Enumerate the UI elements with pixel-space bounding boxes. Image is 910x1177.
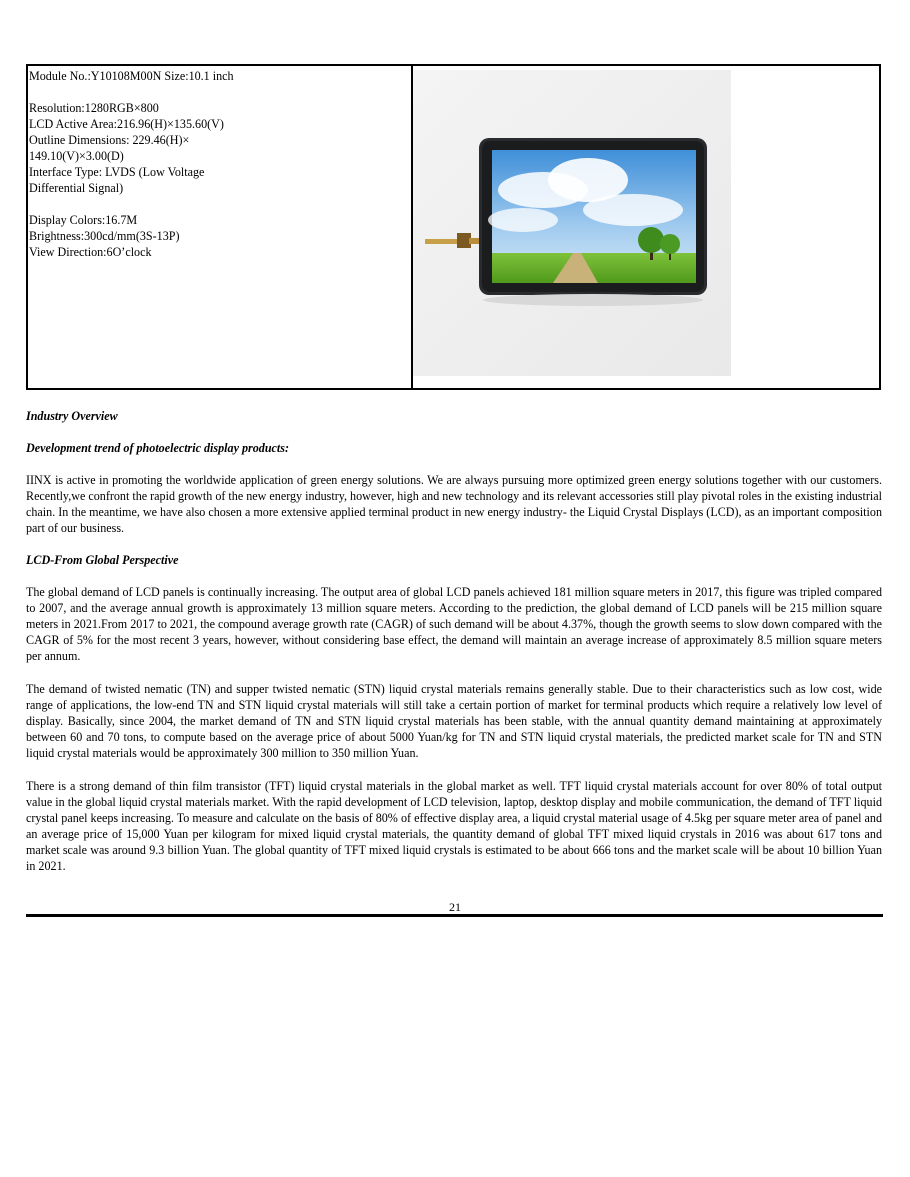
- spec-text-cell: [28, 66, 413, 388]
- spec-outline-1: Outline Dimensions: 229.46(H)×: [29, 133, 190, 147]
- heading-industry-overview: Industry Overview: [26, 409, 118, 423]
- paragraph-tft: There is a strong demand of thin film transistor (TFT) liquid crystal materials in the global market as well. TFT liquid crystal materials account for over 80% of total output value in the global liquid crystal materials market. With the rapid development of LCD television, laptop, desktop display and mobile communication, the demand of TFT liquid crystal panel keeps increasing. To measure and calculate on the basis of 80% of effective display area, a liquid crystal material usage of 4.5kg per square meter area of panel and an average price of 15,000 Yuan per kilogram for mixed liquid crystal materials, the quantity demand of global TFT mixed liquid crystals in 2016 was about 617 tons and market scale was around 9.3 billion Yuan. The global quantity of TFT mixed liquid crystals is estimated to be about 666 tons and the market scale will be about 10 billion Yuan in 2021.: [26, 779, 882, 873]
- spec-active-area: LCD Active Area:216.96(H)×135.60(V): [29, 117, 224, 131]
- paragraph-lcd-demand: The global demand of LCD panels is continually increasing. The output area of global LCD panels achieved 181 million square meters in 2017, this figure was tripled compared to 2007, and the average annual growth is approximately 13 million square meters. According to the prediction, the global demand of LCD panels will be 215 million square meters in 2021.From 2017 to 2021, the compound average growth rate (CAGR) of such demand will be about 4.37%, though the growth seems to slow down compared with the CAGR of 5% for the most recent 3 years, however, without considering base effect, the demand will maintain an average increase of approximately 8.5 million square meters per annum.: [26, 585, 882, 663]
- spec-view-direction: View Direction:6O’clock: [29, 245, 152, 259]
- spec-outline-2: 149.10(V)×3.00(D): [29, 149, 124, 163]
- page-number: 21: [449, 900, 461, 914]
- lcd-product-photo: [413, 70, 731, 376]
- spec-image-cell: [413, 66, 879, 388]
- footer-rule: [26, 914, 883, 917]
- spec-table: [26, 64, 881, 390]
- spec-module: Module No.:Y10108M00N Size:10.1 inch: [29, 69, 234, 83]
- spec-colors: Display Colors:16.7M: [29, 213, 138, 227]
- paragraph-tn-stn: The demand of twisted nematic (TN) and supper twisted nematic (STN) liquid crystal materials remains generally stable. Due to their characteristics such as low cost, wide range of applications, the low-end TN and STN liquid crystal materials will still take a certain portion of market for terminal products which require a relatively low level of display. Basically, since 2004, the market demand of TN and STN liquid crystal materials has been stable, with the annual quantity demand maintaining at approximately between 60 and 70 tons, to compute based on the average price of about 5000 Yuan/kg for TN and STN liquid crystal materials, the predicted market scale for TN and STN liquid crystal materials would be approximately 300 million to 350 million Yuan.: [26, 682, 882, 760]
- spec-brightness: Brightness:300cd/mm(3S-13P): [29, 229, 180, 243]
- paragraph-development-trend: IINX is active in promoting the worldwide application of green energy solutions. We are always pursuing more optimized green energy solutions together with our customers. Recently,we confront the rapid growth of the new energy industry, however, high and new technology and its relevant accessories still play pivotal roles in the existing industrial chain. In the meantime, we have also chosen a more extensive applied terminal product in new energy industry- the Liquid Crystal Displays (LCD), as an important composition part of our business.: [26, 473, 882, 535]
- heading-development-trend: Development trend of photoelectric display products:: [26, 441, 290, 455]
- spec-resolution: Resolution:1280RGB×800: [29, 101, 159, 115]
- spec-interface-1: Interface Type: LVDS (Low Voltage: [29, 165, 205, 179]
- heading-lcd-global: LCD-From Global Perspective: [26, 553, 179, 567]
- spec-interface-2: Differential Signal): [29, 181, 124, 195]
